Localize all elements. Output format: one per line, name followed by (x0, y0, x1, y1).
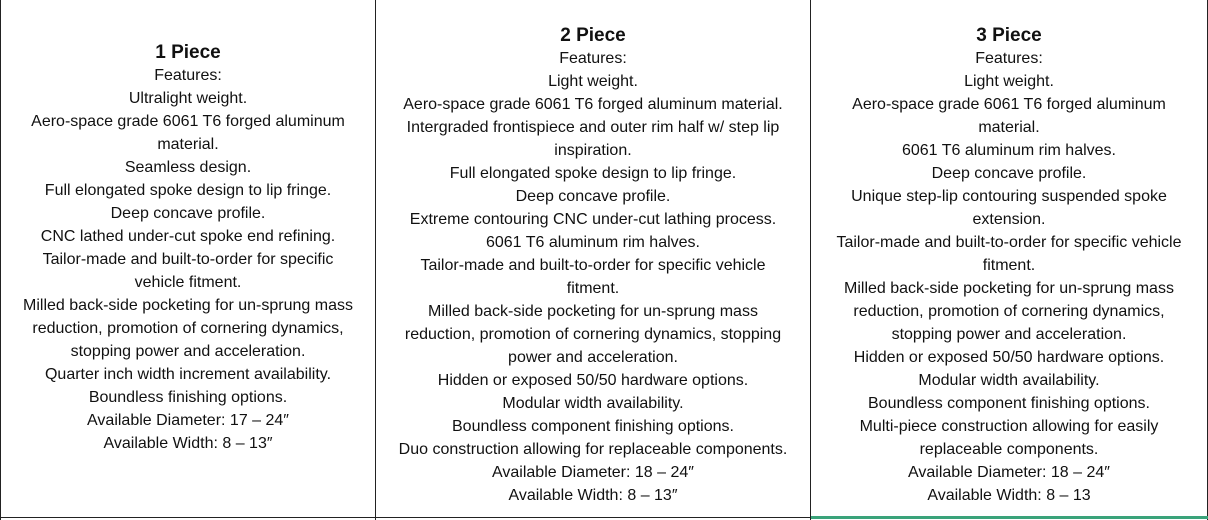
feature-line: Deep concave profile. (110, 205, 266, 222)
feature-line: stopping power and acceleration. (70, 343, 306, 360)
column-title: 1 Piece (155, 42, 221, 63)
feature-line: Tailor-made and built-to-order for specific vehicle (836, 233, 1182, 251)
feature-list (23, 64, 353, 455)
feature-line: Intergraded frontispiece and outer rim half w/ step lip (406, 118, 780, 136)
feature-line: Multi-piece construction allowing for easily (859, 417, 1159, 435)
feature-line: Boundless component finishing options. (452, 417, 734, 435)
feature-line: Ultralight weight. (128, 90, 248, 107)
feature-line: 6061 T6 aluminum rim halves. (901, 141, 1116, 159)
feature-line: fitment. (566, 279, 620, 297)
feature-line: Modular width availability. (502, 394, 684, 412)
feature-line: Available Diameter: 18 – 24″ (908, 463, 1110, 481)
feature-line: Milled back-side pocketing for un-sprung mass (23, 297, 353, 314)
column-title: 2 Piece (560, 24, 626, 46)
feature-line: Tailor-made and built-to-order for specific vehicle (420, 256, 766, 274)
feature-line: stopping power and acceleration. (891, 325, 1127, 343)
feature-line: Milled back-side pocketing for un-sprung mass (844, 279, 1174, 297)
feature-line: Unique step-lip contouring suspended spoke (851, 187, 1167, 205)
feature-line: Deep concave profile. (515, 187, 671, 205)
feature-line: material. (157, 136, 219, 153)
feature-line: Extreme contouring CNC under-cut lathing process. (409, 210, 777, 228)
feature-line: material. (978, 118, 1040, 136)
feature-line: Light weight. (548, 72, 638, 90)
feature-line: 6061 T6 aluminum rim halves. (485, 233, 700, 251)
column-3-piece (811, 0, 1207, 518)
feature-line: Boundless finishing options. (88, 389, 288, 406)
feature-line: Aero-space grade 6061 T6 forged aluminum (31, 113, 345, 130)
feature-line: Duo construction allowing for replaceable components. (398, 440, 788, 458)
feature-line: replaceable components. (919, 440, 1099, 458)
feature-line: reduction, promotion of cornering dynamics, (32, 320, 344, 337)
feature-line: Available Diameter: 17 – 24″ (87, 412, 289, 429)
feature-line: Available Width: 8 – 13″ (508, 486, 678, 504)
feature-line: reduction, promotion of cornering dynamics, stopping (404, 325, 782, 343)
column-title: 3 Piece (976, 24, 1042, 46)
feature-line: CNC lathed under-cut spoke end refining. (40, 228, 336, 245)
feature-line: Milled back-side pocketing for un-sprung mass (428, 302, 758, 320)
feature-line: Features: (559, 49, 627, 67)
feature-line: Full elongated spoke design to lip fringe. (44, 182, 332, 199)
feature-line: Deep concave profile. (931, 164, 1087, 182)
feature-line: reduction, promotion of cornering dynamics, (853, 302, 1165, 320)
column-1-piece (1, 0, 375, 518)
feature-line: power and acceleration. (508, 348, 678, 366)
feature-list (399, 47, 788, 507)
feature-line: vehicle fitment. (134, 274, 242, 291)
feature-line: Quarter inch width increment availability. (44, 366, 332, 383)
feature-line: Full elongated spoke design to lip fringe. (449, 164, 737, 182)
feature-list (836, 47, 1181, 507)
feature-line: Boundless component finishing options. (868, 394, 1150, 412)
feature-line: Tailor-made and built-to-order for specific (42, 251, 334, 268)
feature-line: Available Width: 8 – 13″ (103, 435, 273, 452)
feature-line: Available Width: 8 – 13 (927, 486, 1091, 504)
feature-line: Hidden or exposed 50/50 hardware options. (853, 348, 1165, 366)
feature-line: Features: (975, 49, 1043, 67)
feature-line: Seamless design. (124, 159, 252, 176)
feature-line: Available Diameter: 18 – 24″ (492, 463, 694, 481)
column-2-piece (376, 0, 810, 518)
feature-line: Modular width availability. (918, 371, 1100, 389)
feature-line: Features: (154, 67, 222, 84)
feature-line: Light weight. (964, 72, 1054, 90)
feature-line: extension. (972, 210, 1046, 228)
feature-line: Aero-space grade 6061 T6 forged aluminum material. (403, 95, 783, 113)
feature-line: fitment. (982, 256, 1036, 274)
feature-line: inspiration. (554, 141, 632, 159)
feature-line: Aero-space grade 6061 T6 forged aluminum (852, 95, 1166, 113)
feature-line: Hidden or exposed 50/50 hardware options. (437, 371, 749, 389)
